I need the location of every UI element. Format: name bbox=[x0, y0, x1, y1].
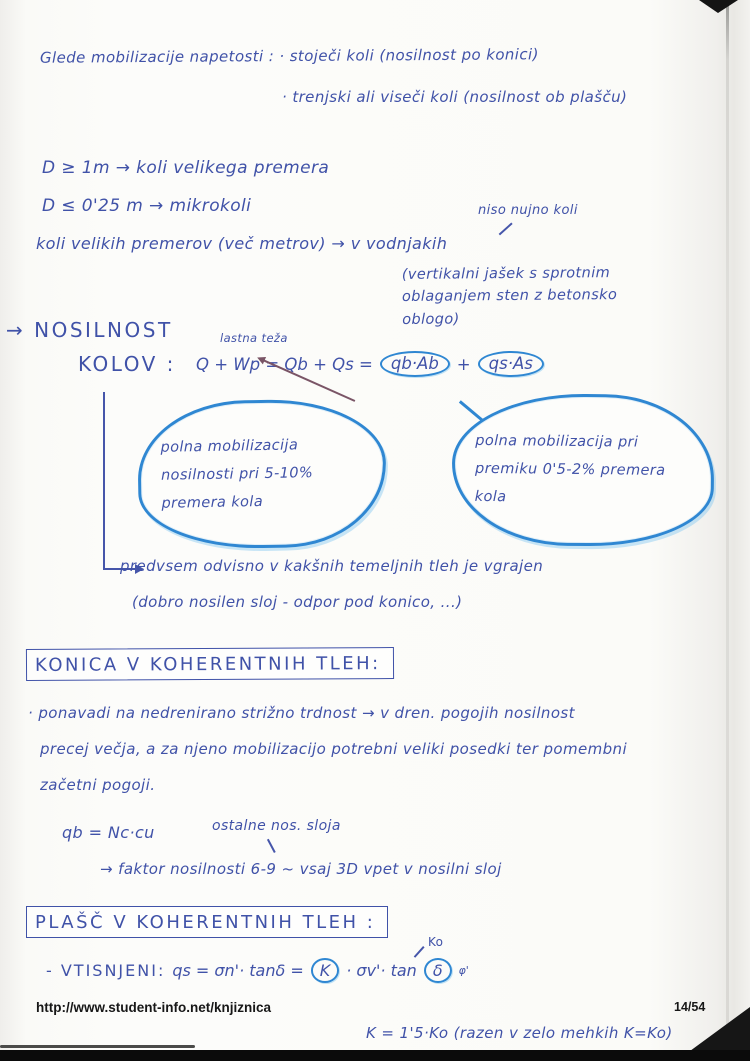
formula-note-pointer bbox=[267, 839, 275, 853]
footer-url: http://www.student-info.net/knjiznica bbox=[36, 1000, 271, 1015]
plus-sign: + bbox=[456, 354, 471, 374]
annotation-cloud-left bbox=[137, 398, 388, 550]
cone-section-heading: KONICA V KOHERENTNIH TLEH: bbox=[26, 647, 394, 681]
mobilization-line2: · trenjski ali viseči koli (nosilnost ob plašču) bbox=[282, 88, 628, 106]
driven-piles-formula bbox=[46, 958, 469, 983]
kolov-bracket-arrow bbox=[103, 392, 135, 570]
cone-formula-note: ostalne nos. sloja bbox=[212, 818, 341, 834]
depends-line2: (dobro nosilen sloj - odpor pod konico, ...) bbox=[132, 593, 463, 611]
phi-superscript: φ' bbox=[458, 964, 469, 977]
bearing-capacity-heading: → NOSILNOST bbox=[6, 318, 173, 342]
not-necessarily-piles-note: niso nujno koli bbox=[478, 203, 578, 218]
diameter-large-line: D ≥ 1m → koli velikega premera bbox=[42, 158, 330, 178]
cone-formula: qb = Nc·cu bbox=[62, 823, 155, 842]
delta-term-circled: δ bbox=[424, 958, 452, 983]
driven-label: - VTISNJENI: bbox=[46, 961, 166, 980]
annotation-cloud-right bbox=[451, 393, 715, 548]
depends-line1: predvsem odvisno v kakšnih temeljnih tleh je vgrajen bbox=[120, 557, 544, 575]
k-value-line: K = 1'5·Ko (razen v zelo mehkih K=Ko) bbox=[366, 1024, 673, 1042]
scan-edge-smudge bbox=[0, 1045, 195, 1048]
cone-para-line3: začetni pogoji. bbox=[40, 776, 156, 794]
shaft-formula-mid: · σv'· tan bbox=[346, 961, 417, 980]
scan-corner-shadow-top bbox=[699, 0, 738, 13]
self-weight-note: lastna teža bbox=[220, 331, 288, 345]
page-fold-line bbox=[726, 0, 729, 1049]
page-curl-shadow bbox=[690, 1007, 750, 1051]
cone-para-line2: precej večja, a za njeno mobilizacijo potrebni veliki posedki ter pomembni bbox=[40, 740, 628, 758]
cloud-right-text: polna mobilizacija pri premiku 0'5-2% premera kola bbox=[474, 432, 666, 506]
wells-line: koli velikih premerov (več metrov) → v vodnjakih bbox=[36, 234, 448, 253]
bearing-factor-note: → faktor nosilnosti 6-9 ~ vsaj 3D vpet v nosilni sloj bbox=[100, 860, 502, 878]
k-term-circled: K bbox=[311, 958, 340, 983]
k0-label: Ko bbox=[428, 935, 444, 949]
note-pointer-line bbox=[499, 223, 513, 236]
k0-pointer-line bbox=[414, 946, 425, 957]
capacity-formula bbox=[196, 351, 544, 377]
scan-bottom-edge bbox=[0, 1050, 750, 1061]
cloud-left-text: polna mobilizacija nosilnosti pri 5-10% premera kola bbox=[160, 436, 314, 512]
capacity-formula-lhs: Q + Wp = Qb + Qs = bbox=[196, 354, 373, 374]
mobilization-line1: Glede mobilizacije napetosti : · stoječi koli (nosilnost po konici) bbox=[39, 45, 539, 67]
bearing-capacity-heading-line2: KOLOV : bbox=[78, 352, 176, 376]
wells-detail-note: (vertikalni jašek s sprotnim oblaganjem sten z betonsko oblogo) bbox=[401, 265, 618, 328]
page-number: 14/54 bbox=[674, 1000, 706, 1014]
base-term-circled: qb·Ab bbox=[380, 351, 450, 377]
cone-para-line1: · ponavadi na nedrenirano strižno trdnost → v dren. pogojih nosilnost bbox=[28, 704, 575, 722]
shaft-section-heading: PLAŠČ V KOHERENTNIH TLEH : bbox=[26, 906, 388, 938]
diameter-micro-line: D ≤ 0'25 m → mikrokoli bbox=[42, 196, 252, 216]
shaft-formula-lhs: qs = σn'· tanδ = bbox=[172, 961, 304, 980]
shaft-term-circled: qs·As bbox=[478, 351, 544, 377]
